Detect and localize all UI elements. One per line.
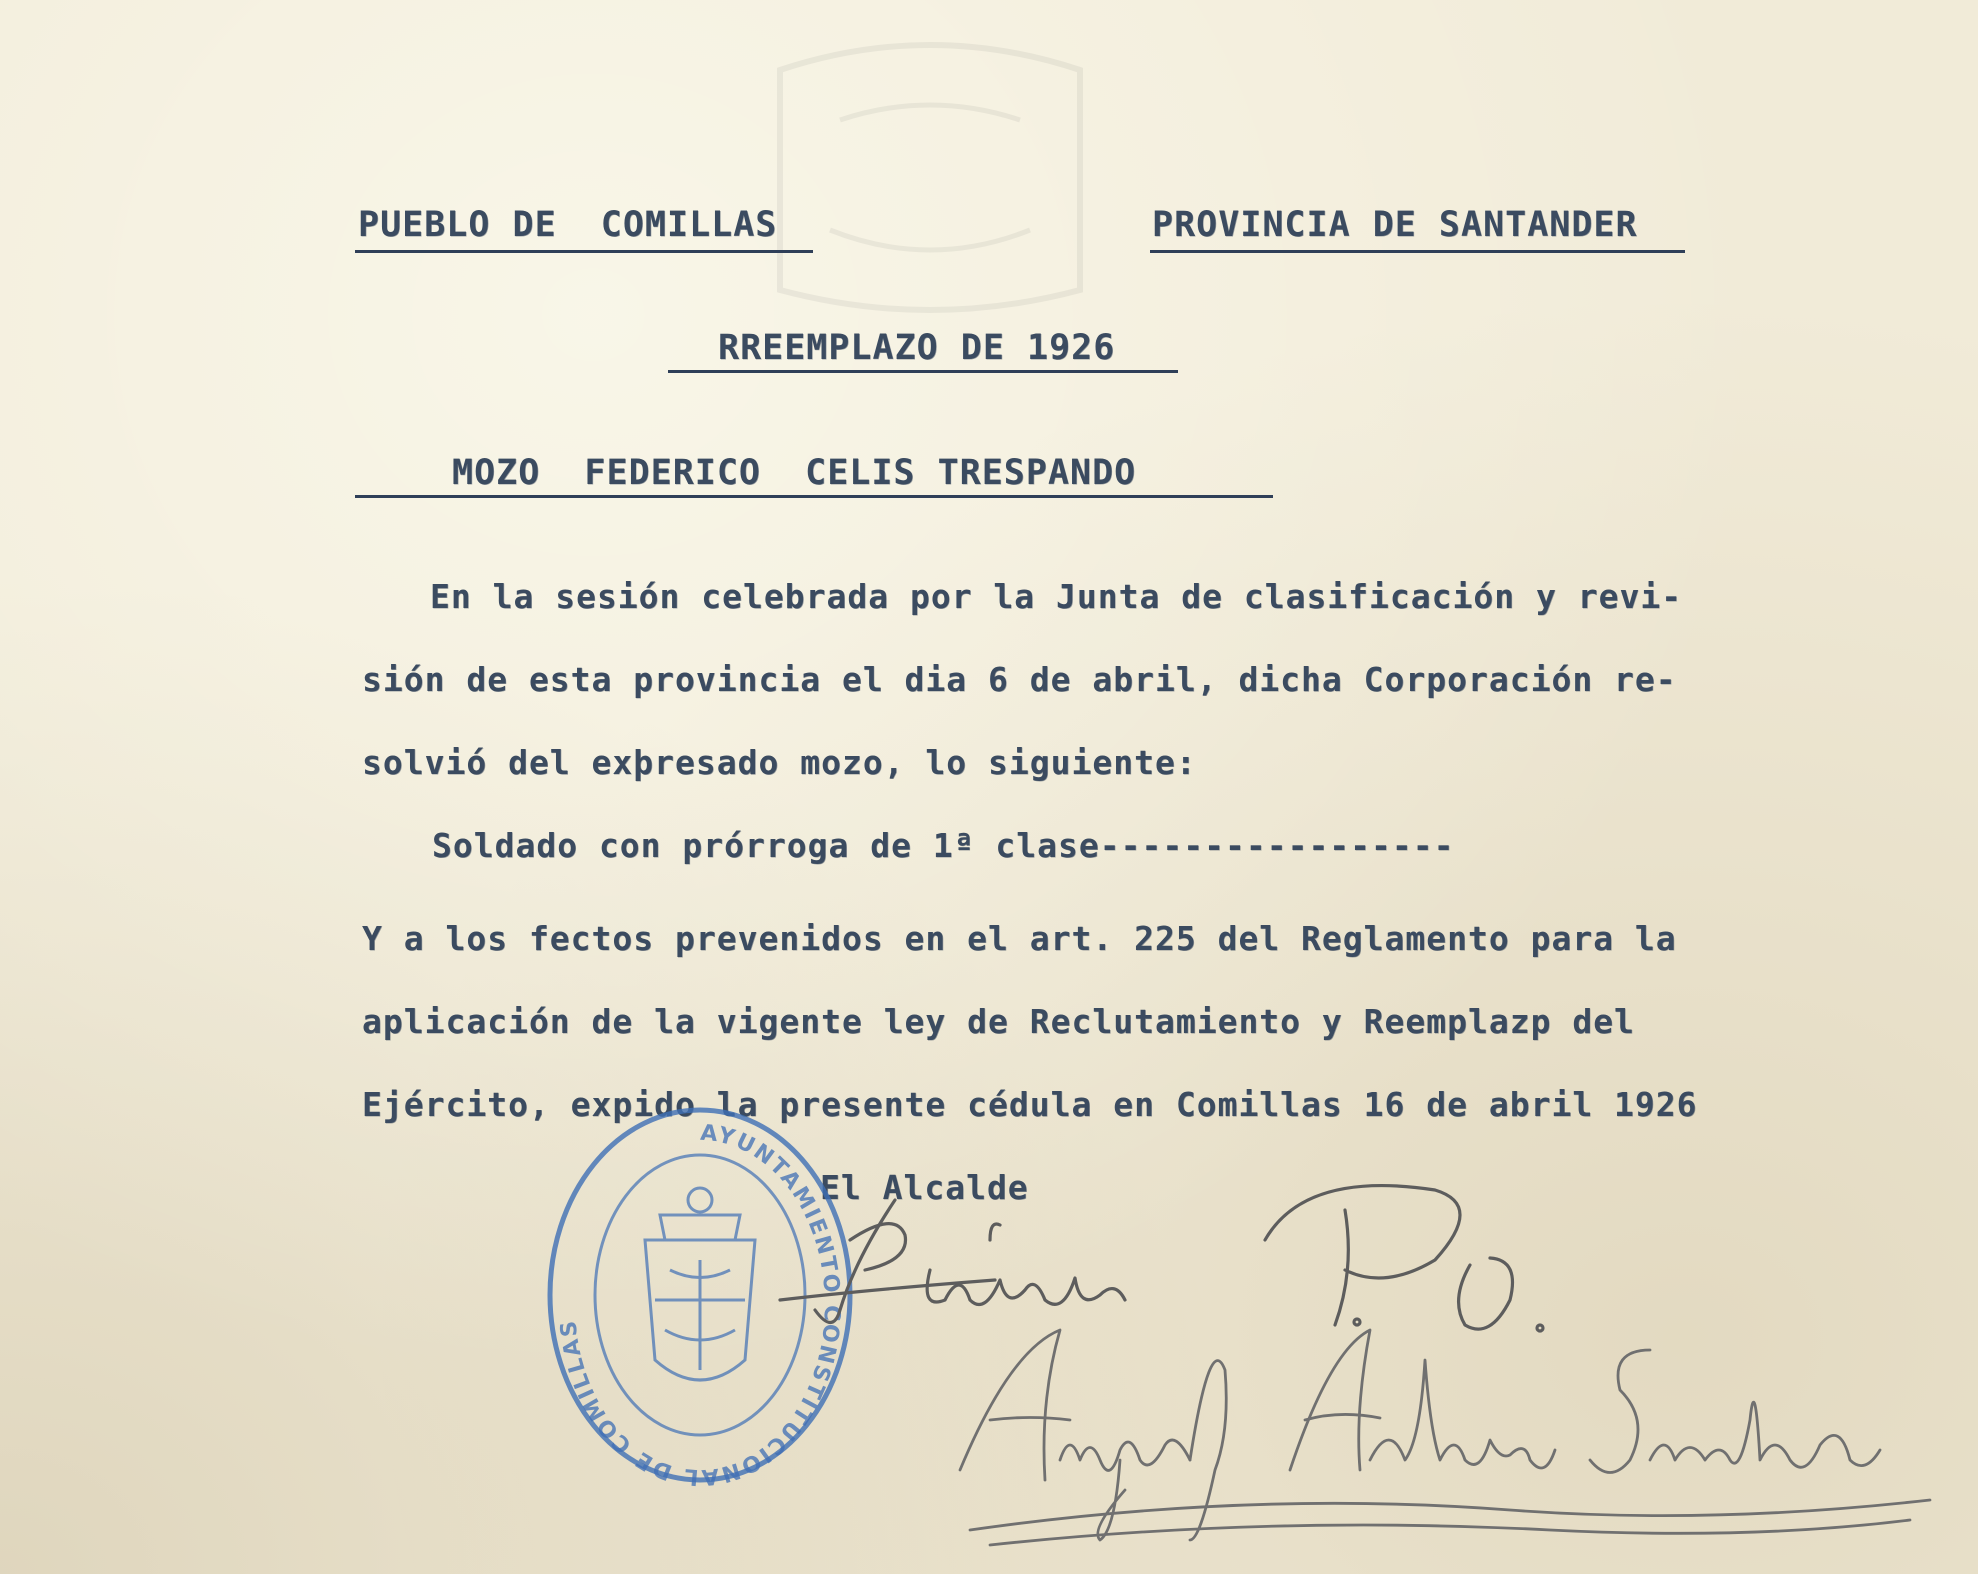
heading-underline (668, 370, 1178, 373)
show-through-ghost-mark (720, 30, 1140, 330)
classification-result: Soldado con prórroga de 1ª clase----------------- (432, 826, 1455, 865)
header-town-underline (355, 250, 813, 253)
closing-line-1: Y a los fectos prevenidos en el art. 225 del Reglamento para la (362, 919, 1677, 958)
signature-title: El Alcalde (820, 1168, 1029, 1207)
seal-emblem-icon (645, 1188, 755, 1380)
mozo-underline (355, 495, 1273, 498)
header-province: PROVINCIA DE SANTANDER (1152, 205, 1638, 245)
body-line-1: En la sesión celebrada por la Junta de clasificación y revi- (430, 577, 1683, 616)
signature-angel-adarve (950, 1310, 1950, 1560)
mozo-name: MOZO FEDERICO CELIS TRESPANDO (452, 453, 1137, 493)
closing-line-3: Ejército, expido la presente cédula en Comillas 16 de abril 1926 (362, 1085, 1698, 1124)
closing-line-2: aplicación de la vigente ley de Reclutamiento y Reemplazp del (362, 1002, 1635, 1041)
seal-text: AYUNTAMIENTO CONSTITUCIONAL DE COMILLAS (556, 1120, 845, 1490)
heading-reemplazo: RREEMPLAZO DE 1926 (718, 328, 1116, 368)
header-town: PUEBLO DE COMILLAS (358, 205, 778, 245)
header-province-underline (1150, 250, 1685, 253)
body-line-3: solvió del exþresado mozo, lo siguiente: (362, 743, 1197, 782)
body-line-2: sión de esta provincia el dia 6 de abril, dicha Corporación re- (362, 660, 1677, 699)
